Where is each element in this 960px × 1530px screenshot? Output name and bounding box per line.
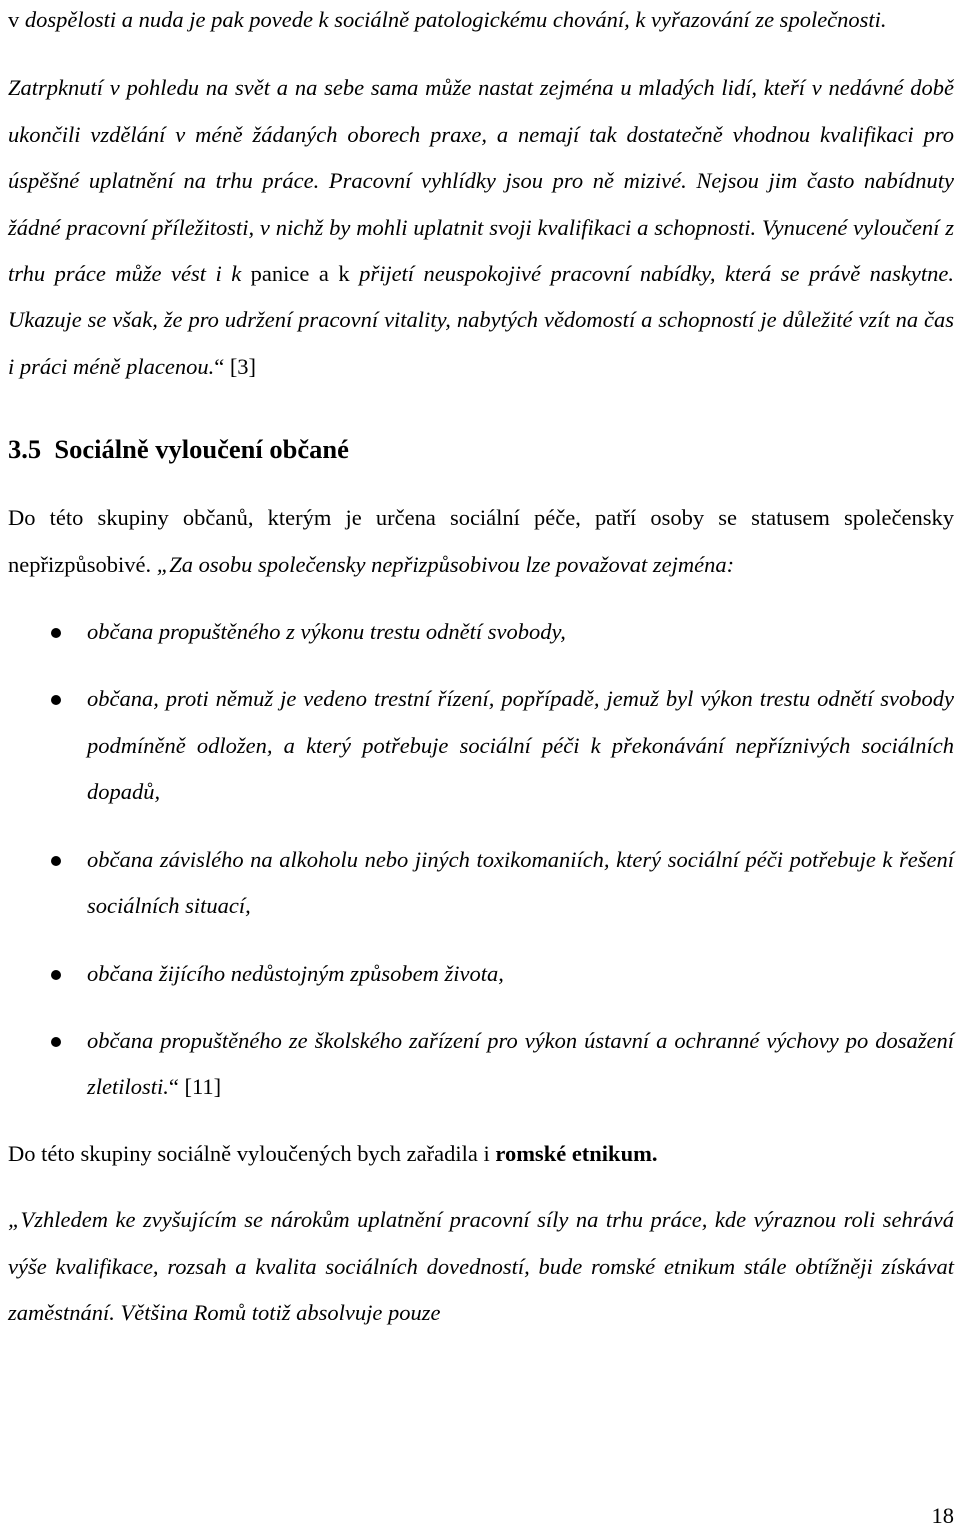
document-page — [8, 0, 954, 1336]
list-item — [8, 837, 954, 930]
section-heading — [8, 429, 954, 469]
paragraph-quote-young-people — [8, 65, 954, 390]
page-number: 18 — [931, 1503, 954, 1528]
text-span-italic: dospělosti a nuda je pak povede k — [24, 7, 335, 32]
list-item-text: občana žijícího nedůstojným způsobem života, — [87, 960, 504, 986]
bullet-icon — [51, 695, 61, 705]
text-span: Do této skupiny sociálně vyloučených bych zařadila i — [8, 1140, 496, 1166]
bullet-list — [8, 609, 954, 1111]
text-span-italic: „Za osobu společensky nepřizpůsobivou lze považovat zejména: — [156, 551, 735, 577]
bullet-icon — [51, 628, 61, 638]
paragraph-quote-roma — [8, 1197, 954, 1336]
list-item — [8, 1018, 954, 1111]
text-span: panice a k — [250, 261, 360, 287]
citation: “ [3] — [214, 353, 257, 379]
list-item-text: občana propuštěného z výkonu trestu odnětí svobody, — [87, 619, 566, 645]
citation: “ [11] — [168, 1074, 222, 1100]
bullet-icon — [51, 856, 61, 866]
text-span-italic: sociálně patologickému chování, k vyřazování ze společnosti. — [334, 7, 887, 32]
text-span-italic: Zatrpknutí v pohledu na svět a na sebe sama může nastat zejména u mladých lidí, kteří v nedávné době ukončili vzdělání v méně žádaných oborech praxe, a nemají tak dostatečně vhodnou kvalifikaci pro úspěšné uplatnění na trhu práce. Pracovní vyhlídky jsou pro ně mizivé. Nejsou jim často nabídnuty žádné pracovní příležitosti, v nichž by mohli uplatnit svoji kvalifikaci a schopnosti. Vynucené vyloučení z trhu práce může vést i k — [8, 75, 954, 287]
text-span: v — [8, 7, 25, 32]
list-item-text: občana, proti němuž je vedeno trestní řízení, popřípadě, jemuž byl výkon trestu odnětí svobody podmíněně odložen, a který potřebuje sociální péči k překonávání nepříznivých sociálních dopadů, — [87, 686, 954, 805]
text-span-italic: přijetí neuspokojivé pracovní nabídky, která se právě naskytne. Ukazuje se však, že pro udržení pracovní vitality, nabytých vědomostí a schopností je důležité vzít na čas i práci méně placenou. — [8, 261, 954, 379]
bullet-icon — [51, 1037, 61, 1047]
section-number: 3.5 — [8, 434, 42, 465]
section-title: Sociálně vyloučení občané — [54, 434, 349, 465]
list-item — [8, 676, 954, 815]
text-span: Do této skupiny občanů, kterým je určena sociální péče, patří osoby se statusem společensky nepřizpůsobivé. — [8, 505, 954, 577]
text-span-italic: „Vzhledem ke zvyšujícím se nárokům uplatnění pracovní síly na trhu práce, kde výraznou roli sehrává výše kvalifikace, rozsah a kvalita sociálních dovedností, bude romské etnikum stále obtížněji získávat zaměstnání. Většina Romů totiž absolvuje pouze — [8, 1207, 954, 1325]
text-span-bold: romské etnikum. — [495, 1140, 658, 1166]
paragraph-definition — [8, 495, 954, 588]
list-item — [8, 951, 954, 997]
list-item-text: občana závislého na alkoholu nebo jiných toxikomaniích, který sociální péči potřebuje k řešení sociálních situací, — [87, 846, 954, 919]
paragraph-roma — [8, 1131, 954, 1177]
list-item-text: občana propuštěného ze školského zařízení pro výkon ústavní a ochranné výchovy po dosažení zletilosti. — [87, 1027, 954, 1100]
list-item — [8, 609, 954, 655]
paragraph-intro — [8, 0, 954, 43]
bullet-icon — [51, 970, 61, 980]
